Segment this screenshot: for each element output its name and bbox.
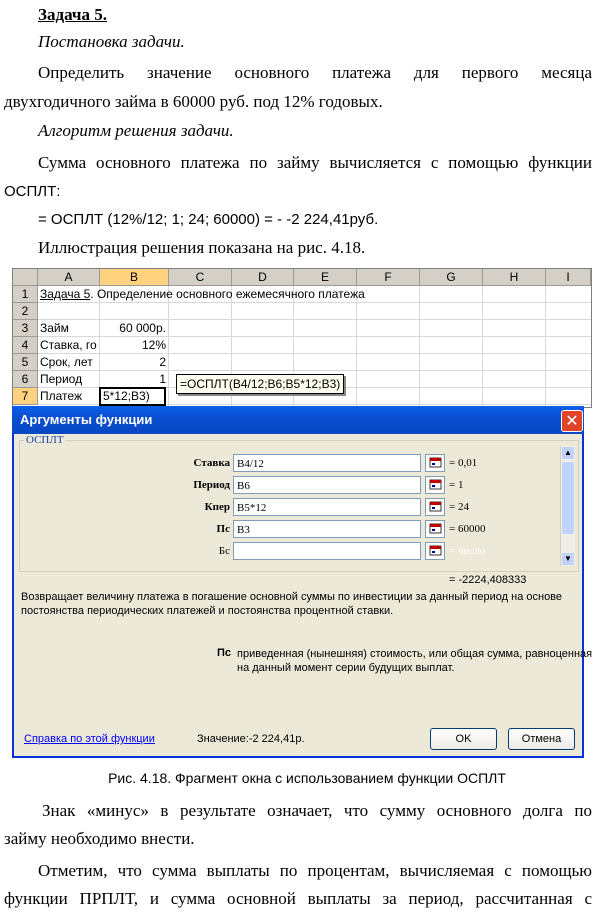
arg-label-rate: Ставка <box>193 457 230 469</box>
cancel-button[interactable]: Отмена <box>508 728 575 750</box>
group-label: ОСПЛТ <box>26 434 64 446</box>
spreadsheet <box>12 268 592 408</box>
col-header-h[interactable]: H <box>483 269 546 286</box>
sign-line-2: займу необходимо внести. <box>4 829 195 848</box>
formula-text: = ОСПЛТ (12%/12; 1; 24; 60000) = - -2 224,41руб. <box>38 211 379 228</box>
collapse-icon[interactable] <box>425 520 445 538</box>
close-icon[interactable]: ✕ <box>561 410 583 432</box>
note-line-1: Отметим, что сумма выплаты по процентам, вычисляемая с помощью <box>38 861 592 880</box>
ok-button[interactable]: OK <box>430 728 497 750</box>
function-description <box>21 590 562 618</box>
row-header-3[interactable]: 3 <box>13 320 38 337</box>
cell-b6[interactable]: 1 <box>159 372 166 386</box>
arg-result-rate: = 0,01 <box>449 457 478 469</box>
formula-tooltip: =ОСПЛТ(B4/12;B6;B5*12;B3) <box>176 374 344 394</box>
arg-label-nper: Кпер <box>204 501 230 513</box>
cell-a7[interactable]: Платеж <box>40 389 82 403</box>
col-header-e[interactable]: E <box>294 269 357 286</box>
arg-label-fv: Бс <box>218 545 230 557</box>
statement-line-1: Определить значение основного платежа для первого месяца <box>38 63 592 82</box>
col-header-a[interactable]: A <box>38 269 100 286</box>
illustration-text: Иллюстрация решения показана на рис. 4.18. <box>38 238 366 257</box>
cell-b3[interactable]: 60 000р. <box>119 321 166 335</box>
title-prefix: Задача 5 <box>40 287 91 301</box>
algorithm-line-2: ОСПЛТ: <box>4 183 61 200</box>
cell-a4[interactable]: Ставка, го <box>40 338 97 352</box>
row-header-5[interactable]: 5 <box>13 354 38 371</box>
param-description <box>237 647 592 675</box>
collapse-icon[interactable] <box>425 454 445 472</box>
task-heading: Задача 5. <box>38 5 107 24</box>
note-line-2: функции ПРПЛТ, и сумма основной выплаты за период, рассчитанная с <box>4 889 592 908</box>
arg-input-nper[interactable]: B5*12 <box>233 498 421 516</box>
arg-result-period: = 1 <box>449 479 464 491</box>
cell-b4[interactable]: 12% <box>141 338 166 352</box>
arg-label-pv: Пс <box>216 523 230 535</box>
row-header-2[interactable]: 2 <box>13 303 38 320</box>
cell-a5[interactable]: Срок, лет <box>40 355 93 369</box>
statement-line-2: двухгодичного займа в 60000 руб. под 12% годовых. <box>4 92 383 111</box>
col-header-f[interactable]: F <box>357 269 420 286</box>
arg-input-rate[interactable]: B4/12 <box>233 454 421 472</box>
cell-b5[interactable]: 2 <box>159 355 166 369</box>
row-header-6[interactable]: 6 <box>13 371 38 388</box>
dialog-title[interactable]: Аргументы функции <box>12 406 584 434</box>
figure-caption: Рис. 4.18. Фрагмент окна с использованием функции ОСПЛТ <box>108 770 506 786</box>
row-header-7[interactable]: 7 <box>13 388 38 405</box>
arg-input-pv[interactable]: B3 <box>233 520 421 538</box>
cell-b7-active[interactable]: 5*12;B3) <box>99 387 166 406</box>
total-result: = -2224,408333 <box>449 574 527 586</box>
col-header-d[interactable]: D <box>232 269 294 286</box>
collapse-icon[interactable] <box>425 498 445 516</box>
cell-a1-title[interactable] <box>40 286 365 303</box>
param-name: Пс <box>217 647 232 659</box>
arg-input-period[interactable]: B6 <box>233 476 421 494</box>
description-line-1: Возвращает величину платежа в погашение основной суммы по инвестиции за данный период на основе <box>21 591 563 603</box>
collapse-icon[interactable] <box>425 542 445 560</box>
arg-input-fv[interactable] <box>233 542 421 560</box>
col-header-g[interactable]: G <box>420 269 483 286</box>
param-desc-line-2: на данный момент серии будущих выплат. <box>237 662 455 674</box>
row-header-4[interactable]: 4 <box>13 337 38 354</box>
value-amount: -2 224,41р. <box>248 733 305 745</box>
args-scrollbar[interactable] <box>560 446 575 566</box>
col-header-b[interactable]: B <box>100 269 169 286</box>
collapse-icon[interactable] <box>425 476 445 494</box>
arg-label-period: Период <box>193 479 230 491</box>
cell-a3[interactable]: Займ <box>40 321 69 335</box>
param-desc-line-1: приведенная (нынешняя) стоимость, или общая сумма, равноценная <box>237 648 593 660</box>
scroll-up-icon[interactable]: ▲ <box>562 447 574 459</box>
arg-result-fv: = число <box>449 545 486 557</box>
section-statement: Постановка задачи. <box>38 32 185 51</box>
title-rest: . Определение основного ежемесячного платежа <box>90 287 365 301</box>
corner-cell[interactable] <box>13 269 38 286</box>
row-header-1[interactable]: 1 <box>13 286 38 303</box>
help-link[interactable]: Справка по этой функции <box>24 733 155 745</box>
description-line-2: постоянства периодических платежей и постоянства процентной ставки. <box>21 605 394 617</box>
col-header-i[interactable]: I <box>546 269 591 286</box>
arg-result-nper: = 24 <box>449 501 469 513</box>
sign-line-1: Знак «минус» в результате означает, что сумму основного долга по <box>42 801 592 820</box>
col-header-c[interactable]: C <box>169 269 232 286</box>
value-display <box>197 733 305 745</box>
cell-a6[interactable]: Период <box>40 372 83 386</box>
section-algorithm: Алгоритм решения задачи. <box>38 121 234 140</box>
scroll-thumb[interactable] <box>562 462 574 534</box>
value-label: Значение: <box>197 733 249 745</box>
algorithm-line-1: Сумма основного платежа по займу вычисляется с помощью функции <box>38 153 592 172</box>
arg-result-pv: = 60000 <box>449 523 486 535</box>
scroll-down-icon[interactable]: ▼ <box>562 553 574 565</box>
